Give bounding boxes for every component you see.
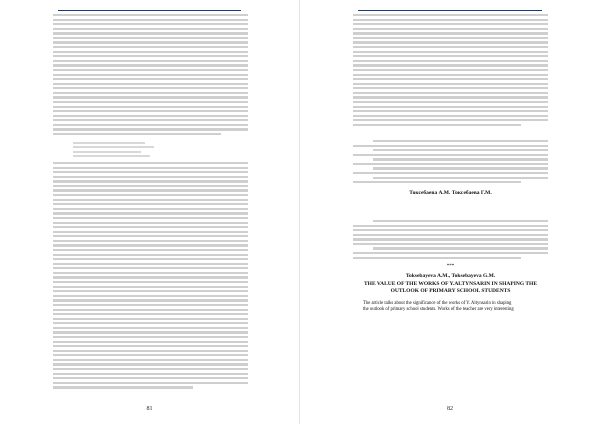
right-body-text-1 — [353, 14, 548, 128]
right-column — [353, 14, 548, 396]
right-page — [300, 0, 600, 424]
poem-stanza — [73, 142, 163, 160]
ru-abstract — [353, 220, 548, 261]
left-body-text-2 — [53, 162, 248, 391]
en-title: THE VALUE OF THE WORKS OF Y.ALTYNSARIN IN SHAPING THE OUTLOOK OF PRIMARY SCHOOL STUDENTS — [364, 281, 537, 294]
ru-author: Токсебаева А.М. Токсебаева Г.М. — [409, 190, 492, 196]
en-abstract-line-1: The article talks about the significance of the works of Y. Altynsarin in shaping — [363, 301, 512, 306]
page-number-right: 82 — [447, 406, 453, 412]
left-column — [53, 14, 248, 396]
section-separator: *** — [446, 264, 455, 269]
left-body-text-1 — [53, 14, 248, 138]
page-number-left: 81 — [146, 406, 153, 412]
en-abstract-line-2: the outlook of primary school students. Works of the teacher are very interesting — [363, 306, 514, 312]
en-author: Toksebayeva A.M., Toksebayeva G.M. — [405, 273, 496, 279]
en-abstract — [353, 301, 548, 312]
references-list — [353, 140, 548, 186]
